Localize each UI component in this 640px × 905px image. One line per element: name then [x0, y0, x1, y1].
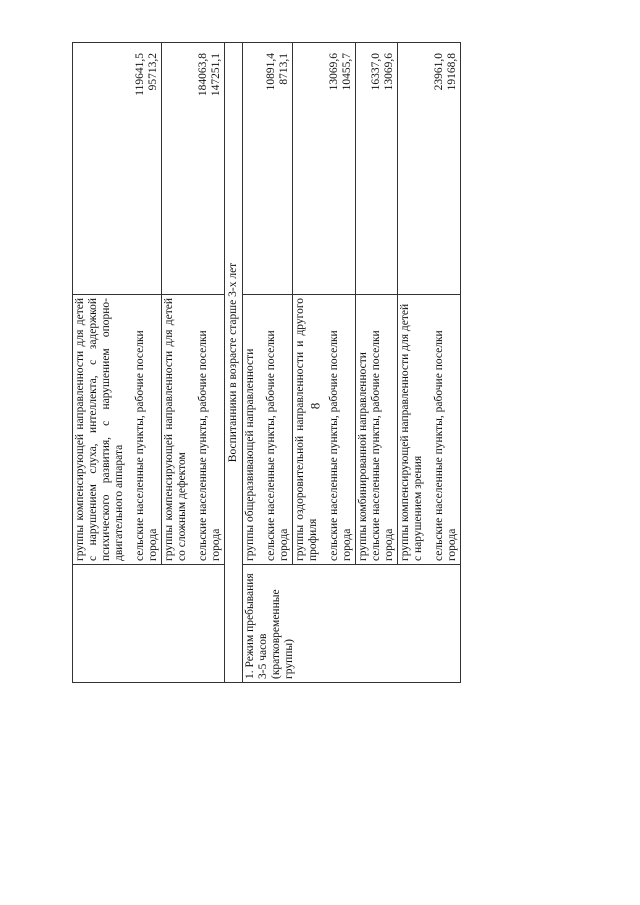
group-cell: [293, 295, 356, 565]
tariff-table: [72, 42, 461, 683]
group-title: группы компенсирующей направленности для детей с нарушением слуха, интеллекта, с задержкой психического развития, с нарушением опорно-двигательного аппарата: [74, 298, 125, 561]
value: 19168,8: [446, 53, 458, 91]
table-row: [162, 43, 225, 683]
sub-label: города: [278, 528, 290, 561]
value: 119641,5: [134, 53, 146, 96]
value: 147251,1: [210, 53, 222, 97]
mode-cell-empty: [162, 565, 225, 683]
value: 184063,8: [197, 53, 209, 97]
group-title: группы общеразвивающей направленности: [244, 348, 256, 561]
value: 16337,0: [370, 53, 382, 91]
group-title: группы оздоровительной направленности и другого профиля: [294, 298, 319, 561]
group-cell: [398, 295, 461, 565]
rotated-table-container: [72, 43, 632, 683]
page-number: 8: [307, 402, 323, 410]
value: 13069,6: [328, 53, 340, 91]
sub-label: города: [383, 528, 395, 561]
group-title: группы компенсирующей направленности для детей с нарушением зрения: [399, 303, 424, 561]
sub-label: сельские населенные пункты, рабочие поселки: [328, 330, 340, 561]
group-cell: [73, 295, 162, 565]
table-row: [243, 43, 293, 683]
value-cell: [356, 43, 398, 295]
sub-label: сельские населенные пункты, рабочие поселки: [134, 330, 146, 561]
group-cell: [243, 295, 293, 565]
group-cell: [162, 295, 225, 565]
table-row: [225, 43, 243, 683]
value-cell: [398, 43, 461, 295]
sub-label: города: [446, 528, 458, 561]
value-cell: [162, 43, 225, 295]
section-header: Воспитанники в возрасте старше 3-х лет: [225, 43, 243, 683]
value-cell: [73, 43, 162, 295]
group-cell: [356, 295, 398, 565]
value-cell: [243, 43, 293, 295]
sub-label: города: [147, 528, 159, 561]
sub-label: сельские населенные пункты, рабочие поселки: [265, 330, 277, 561]
sub-label: сельские населенные пункты, рабочие поселки: [370, 330, 382, 561]
value: 95713,2: [147, 53, 159, 91]
sub-label: города: [341, 528, 353, 561]
sub-label: города: [210, 528, 222, 561]
sub-label: сельские населенные пункты, рабочие поселки: [197, 330, 209, 561]
value: 13069,6: [383, 53, 395, 91]
value: 8713,1: [278, 53, 290, 85]
sub-label: сельские населенные пункты, рабочие поселки: [433, 330, 445, 561]
value: 10455,7: [341, 53, 353, 91]
value: 23961,0: [433, 53, 445, 91]
table-row: [73, 43, 162, 683]
value-cell: [293, 43, 356, 295]
mode-cell-empty: [73, 565, 162, 683]
group-title: группы компенсирующей направленности для детей со сложным дефектом: [163, 298, 188, 561]
group-title: группы комбинированной направленности: [357, 352, 369, 561]
mode-cell: 1. Режим пребывания 3-5 часов (кратковременные группы): [243, 565, 461, 683]
value: 10891,4: [265, 53, 277, 91]
